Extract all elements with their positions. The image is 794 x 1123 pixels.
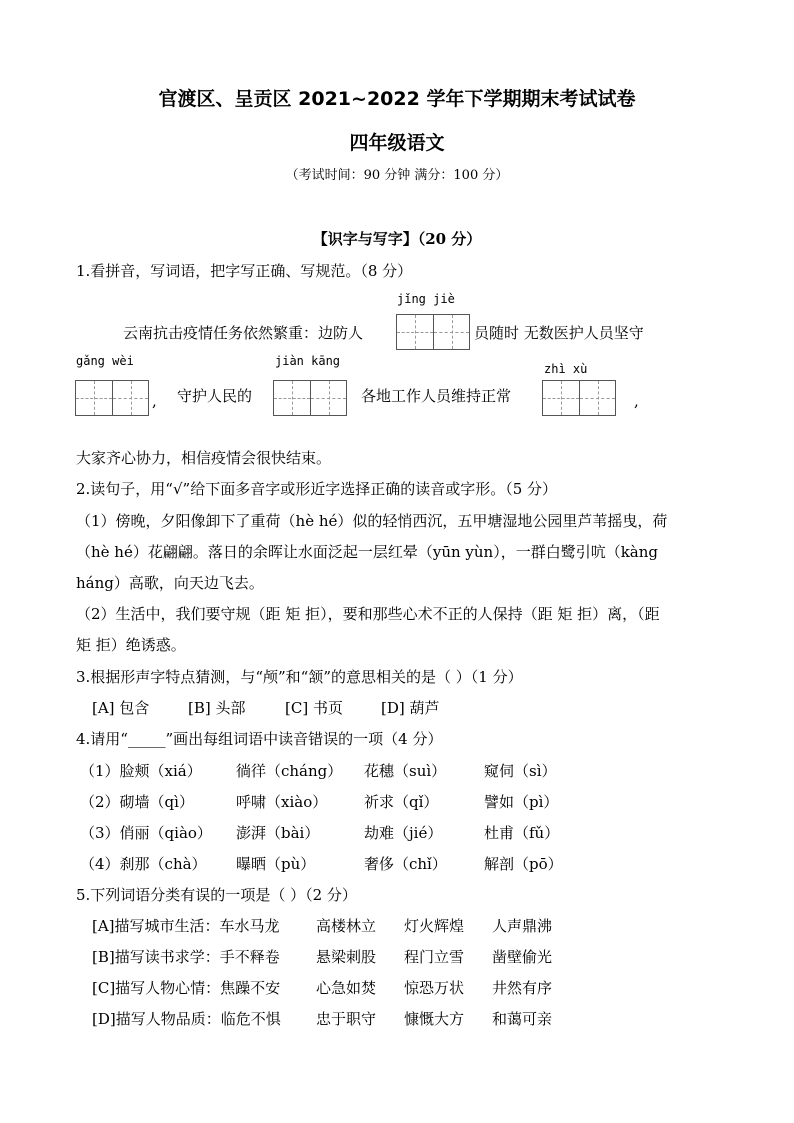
q4-item: （4）刹那（chà） [80,855,207,873]
q3-option-d[interactable]: [D] 葫芦 [381,699,440,717]
q5-item: 凿壁偷光 [492,948,553,966]
q5-item: 心急如焚 [316,979,377,997]
answer-boxes-4[interactable] [542,380,616,416]
q5-item: 慷慨大方 [404,1010,465,1028]
q3-option-c[interactable]: [C] 书页 [285,699,343,717]
q4-item: 澎湃（bài） [236,824,320,842]
exam-info: （考试时间：90 分钟 满分：100 分） [285,168,509,183]
q1-pinyin-2: gǎng wèi [76,354,134,368]
q5-item: 和蔼可亲 [492,1010,553,1028]
q1-line1-after: 员随时 无数医护人员坚守 [474,324,644,342]
q5-item: 灯火辉煌 [404,917,465,935]
comma: , [152,392,157,410]
q5-item: 人声鼎沸 [492,917,553,935]
exam-subtitle: 四年级语文 [349,132,445,154]
q1-prompt: 1.看拼音，写词语，把字写正确、写规范。（8 分） [76,262,413,280]
q1-line1-before: 云南抗击疫情任务依然繁重：边防人 [123,324,364,342]
q3-prompt: 3.根据形声字特点猜测，与“颅”和“颔”的意思相关的是（ ）（1 分） [76,668,523,686]
q4-item: 杜甫（fǔ） [484,824,560,842]
answer-boxes-3[interactable] [273,380,347,416]
q4-item: 徜徉（cháng） [236,762,343,780]
q4-item: 譬如（pì） [484,793,559,811]
q4-item: 花穗（suì） [364,762,447,780]
q4-item: （1）脸颊（xiá） [80,762,202,780]
q5-item: 惊恐万状 [404,979,465,997]
answer-boxes-1[interactable] [396,314,470,350]
q5-prompt: 5.下列词语分类有误的一项是（ ）（2 分） [76,886,357,904]
q4-item: 窥伺（sì） [484,762,557,780]
q4-item: 奢侈（chǐ） [364,855,447,873]
q4-item: （2）砌墙（qì） [80,793,194,811]
q4-item: 劫难（jié） [364,824,443,842]
q5-item: [A]描写城市生活：车水马龙 [92,917,280,935]
section-heading: 【识字与写字】（20 分） [312,230,482,248]
q2-prompt: 2.读句子，用“√”给下面多音字或形近字选择正确的读音或字形。（5 分） [76,480,558,498]
q3-option-a[interactable]: [A] 包含 [92,699,150,717]
q5-item: 井然有序 [492,979,553,997]
q4-item: 祈求（qǐ） [364,793,439,811]
exam-title: 官渡区、呈贡区 2021~2022 学年下学期期末考试试卷 [158,88,636,110]
q1-line2-b: 各地工作人员维持正常 [361,387,512,405]
q5-item: 悬梁刺股 [316,948,377,966]
q5-item: [D]描写人物品质：临危不惧 [92,1010,281,1028]
q5-item: 忠于职守 [316,1010,377,1028]
q4-item: （3）俏丽（qiào） [80,824,212,842]
q2-line: （1）傍晚，夕阳像卸下了重荷（hè hé）似的轻悄西沉，五甲塘湿地公园里芦苇摇曳，荷 [76,512,668,530]
answer-boxes-2[interactable] [75,380,149,416]
q2-line: 矩 拒）绝诱惑。 [76,636,186,654]
q2-line: （hè hé）花翩翩。落日的余晖让水面泛起一层红晕（yūn yùn），一群白鹭引吭（kàng [76,543,659,561]
q4-item: 呼啸（xiào） [236,793,328,811]
q3-option-b[interactable]: [B] 头部 [188,699,246,717]
q5-item: [C]描写人物心情：焦躁不安 [92,979,281,997]
q1-line2-a: 守护人民的 [177,387,253,405]
comma: , [634,392,639,410]
q5-item: 程门立雪 [404,948,465,966]
q2-line: háng）高歌，向天边飞去。 [76,574,264,592]
q4-prompt: 4.请用“_____”画出每组词语中读音错误的一项（4 分） [76,730,443,748]
q4-item: 解剖（pō） [484,855,563,873]
q1-pinyin-3: jiàn kāng [275,354,341,368]
q1-pinyin-4: zhì xù [544,362,588,376]
q1-line3: 大家齐心协力，相信疫情会很快结束。 [76,449,332,467]
q5-item: [B]描写读书求学：手不释卷 [92,948,280,966]
q5-item: 高楼林立 [316,917,377,935]
q1-pinyin-1: jǐng jiè [397,292,455,306]
q2-line: （2）生活中，我们要守规（距 矩 拒），要和那些心术不正的人保持（距 矩 拒）离，（距 [76,605,660,623]
q4-item: 曝晒（pù） [236,855,316,873]
